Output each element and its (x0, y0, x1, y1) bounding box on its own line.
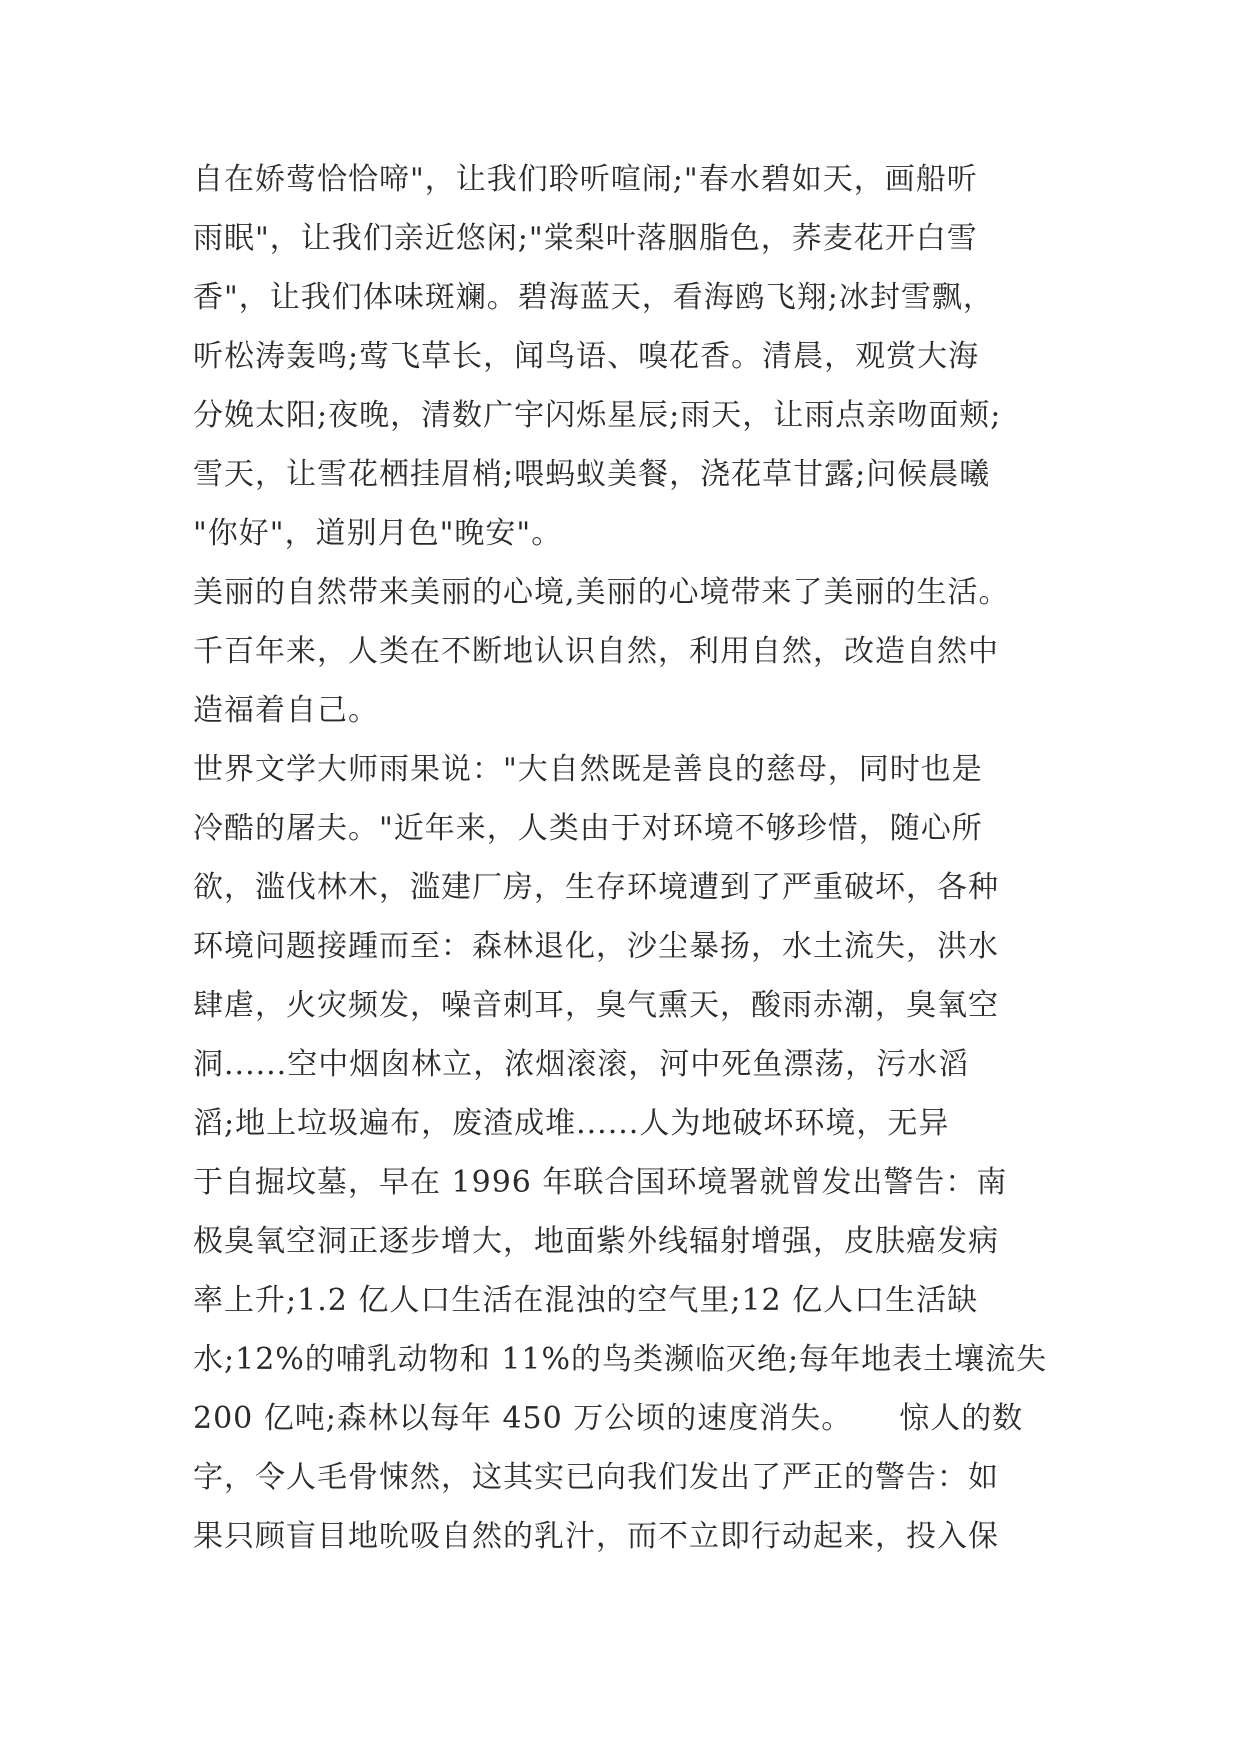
text-line: 雨眠"，让我们亲近悠闲;"棠梨叶落胭脂色，荞麦花开白雪 (193, 221, 978, 256)
text-line: 极臭氧空洞正逐步增大，地面紫外线辐射增强，皮肤癌发病 (193, 1224, 999, 1259)
text-line: 千百年来，人类在不断地认识自然，利用自然，改造自然中 (193, 634, 999, 669)
text-line: "你好"，道别月色"晚安"。 (193, 516, 563, 551)
text-line: 香"，让我们体味斑斓。碧海蓝天，看海鸥飞翔;冰封雪飘， (193, 280, 994, 315)
text-line: 字，令人毛骨悚然，这其实已向我们发出了严正的警告：如 (193, 1460, 999, 1495)
text-line: 冷酷的屠夫。"近年来，人类由于对环境不够珍惜，随心所 (193, 811, 983, 846)
text-line: 于自掘坟墓，早在 1996 年联合国环境署就曾发出警告：南 (193, 1165, 1008, 1200)
text-line: 分娩太阳;夜晚，清数广宇闪烁星辰;雨天，让雨点亲吻面颊; (193, 398, 1002, 433)
text-line: 美丽的自然带来美丽的心境,美丽的心境带来了美丽的生活。 (193, 575, 1010, 610)
text-line: 果只顾盲目地吮吸自然的乳汁，而不立即行动起来，投入保 (193, 1519, 999, 1554)
text-line: 欲，滥伐林木，滥建厂房，生存环境遭到了严重破坏，各种 (193, 870, 999, 905)
text-line: 200 亿吨;森林以每年 450 万公顷的速度消失。 惊人的数 (193, 1401, 1024, 1436)
text-line: 洞......空中烟囱林立，浓烟滚滚，河中死鱼漂荡，污水滔 (193, 1047, 970, 1082)
text-line: 肆虐，火灾频发，噪音刺耳，臭气熏天，酸雨赤潮，臭氧空 (193, 988, 999, 1023)
text-line: 世界文学大师雨果说："大自然既是善良的慈母，同时也是 (193, 752, 983, 787)
text-line: 水;12%的哺乳动物和 11%的鸟类濒临灭绝;每年地表土壤流失 (193, 1342, 1048, 1377)
body-text (193, 160, 1073, 1576)
text-line: 率上升;1.2 亿人口生活在混浊的空气里;12 亿人口生活缺 (193, 1283, 979, 1318)
text-line: 环境问题接踵而至：森林退化，沙尘暴扬，水土流失，洪水 (193, 929, 999, 964)
text-line: 雪天，让雪花栖挂眉梢;喂蚂蚁美餐，浇花草甘露;问候晨曦 (193, 457, 991, 492)
text-line: 自在娇莺恰恰啼"，让我们聆听喧闹;"春水碧如天，画船听 (193, 162, 978, 197)
text-line: 滔;地上垃圾遍布，废渣成堆......人为地破坏环境，无异 (193, 1106, 950, 1141)
text-line: 听松涛轰鸣;莺飞草长，闻鸟语、嗅花香。清晨，观赏大海 (193, 339, 980, 374)
text-line: 造福着自己。 (193, 693, 379, 728)
